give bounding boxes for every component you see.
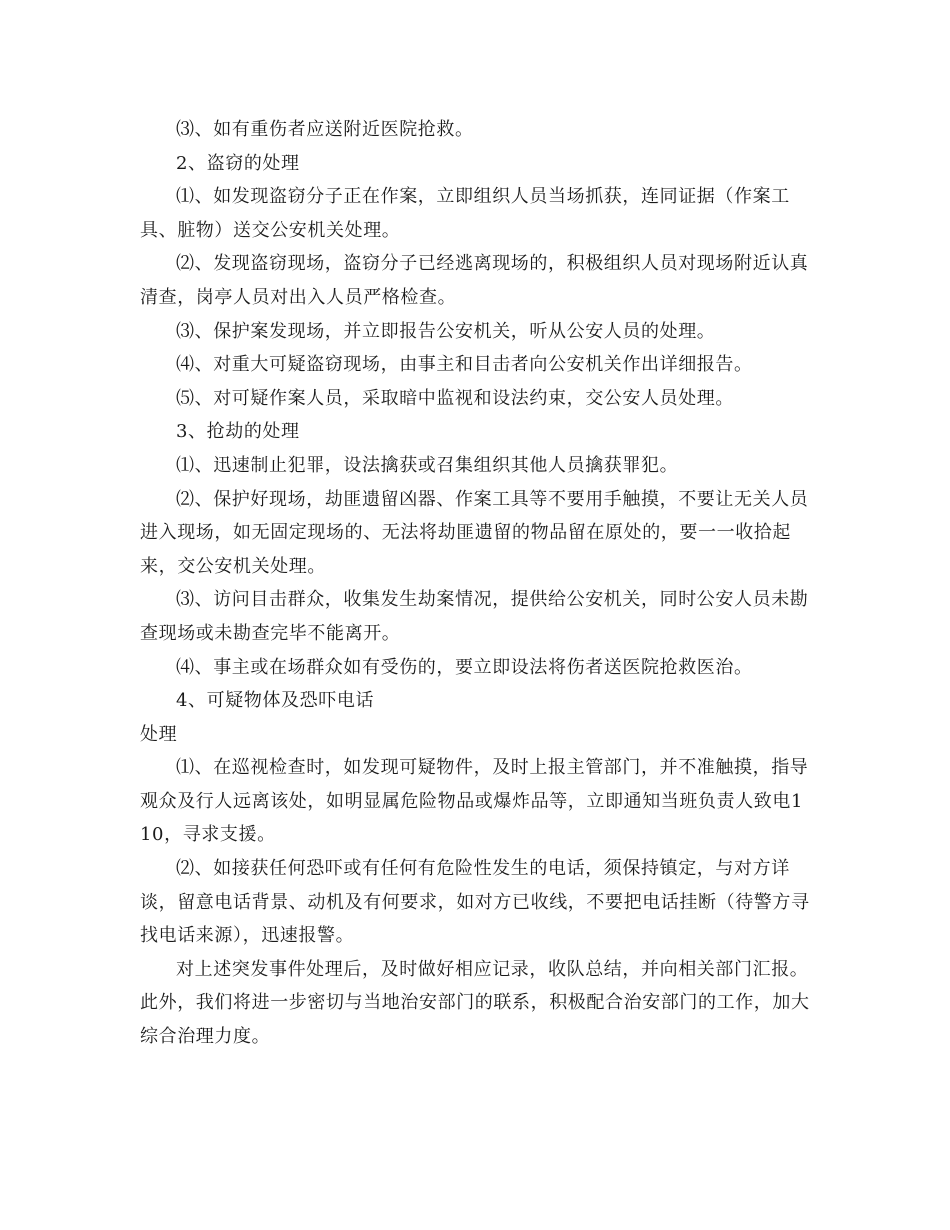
paragraph-injured-hospital: ⑶、如有重伤者应送附近医院抢救。 xyxy=(176,119,474,140)
paragraph-theft-3: ⑶、保护案发现场，并立即报告公安机关，听从公安人员的处理。 xyxy=(176,320,716,342)
paragraph-robbery-3: ⑶、访问目击群众，收集发生劫案情况，提供给公安机关，同时公安人员未勘查现场或未勘查完毕不能离开。 xyxy=(140,589,809,644)
paragraph-theft-5: ⑸、对可疑作案人员，采取暗中监视和设法约束，交公安人员处理。 xyxy=(176,387,734,409)
paragraph-robbery-1: ⑴、迅速制止犯罪，设法擒获或召集组织其他人员擒获罪犯。 xyxy=(176,454,679,476)
heading-robbery-handling: 3、抢劫的处理 xyxy=(176,421,300,443)
document-body xyxy=(140,113,815,1054)
paragraph-summary: 对上述突发事件处理后，及时做好相应记录，收队总结，并向相关部门汇报。此外，我们将进一步密切与当地治安部门的联系，积极配合治安部门的工作，加大综合治理力度。 xyxy=(140,958,810,1048)
paragraph-robbery-2: ⑵、保护好现场，劫匪遗留凶器、作案工具等不要用手触摸，不要让无关人员进入现场，如无固定现场的、无法将劫匪遗留的物品留在原处的，要一一收拾起来，交公安机关处理。 xyxy=(140,488,809,577)
paragraph-suspicious-2: ⑵、如接获任何恐吓或有任何有危险性发生的电话，须保持镇定，与对方详谈，留意电话背景、动机及有何要求，如对方已收线，不要把电话挂断（待警方寻找电话来源），迅速报警。 xyxy=(140,858,810,947)
heading-suspicious-objects-continuation: 处理 xyxy=(140,723,178,745)
paragraph-theft-2: ⑵、发现盗窃现场，盗窃分子已经逃离现场的，积极组织人员对现场附近认真清查，岗亭人员对出入人员严格检查。 xyxy=(140,253,809,308)
paragraph-theft-1: ⑴、如发现盗窃分子正在作案，立即组织人员当场抓获，连同证据（作案工具、脏物）送交公安机关处理。 xyxy=(140,186,790,241)
paragraph-theft-4: ⑷、对重大可疑盗窃现场，由事主和目击者向公安机关作出详细报告。 xyxy=(176,354,753,376)
heading-suspicious-objects: 4、可疑物体及恐吓电话 xyxy=(176,690,375,712)
paragraph-robbery-4: ⑷、事主或在场群众如有受伤的，要立即设法将伤者送医院抢救医治。 xyxy=(176,656,753,678)
heading-theft-handling: 2、盗窃的处理 xyxy=(176,152,300,174)
paragraph-suspicious-1: ⑴、在巡视检查时，如发现可疑物件，及时上报主管部门，并不准触摸，指导观众及行人远离该处，如明显属危险物品或爆炸品等，立即通知当班负责人致电110，寻求支援。 xyxy=(140,757,809,846)
